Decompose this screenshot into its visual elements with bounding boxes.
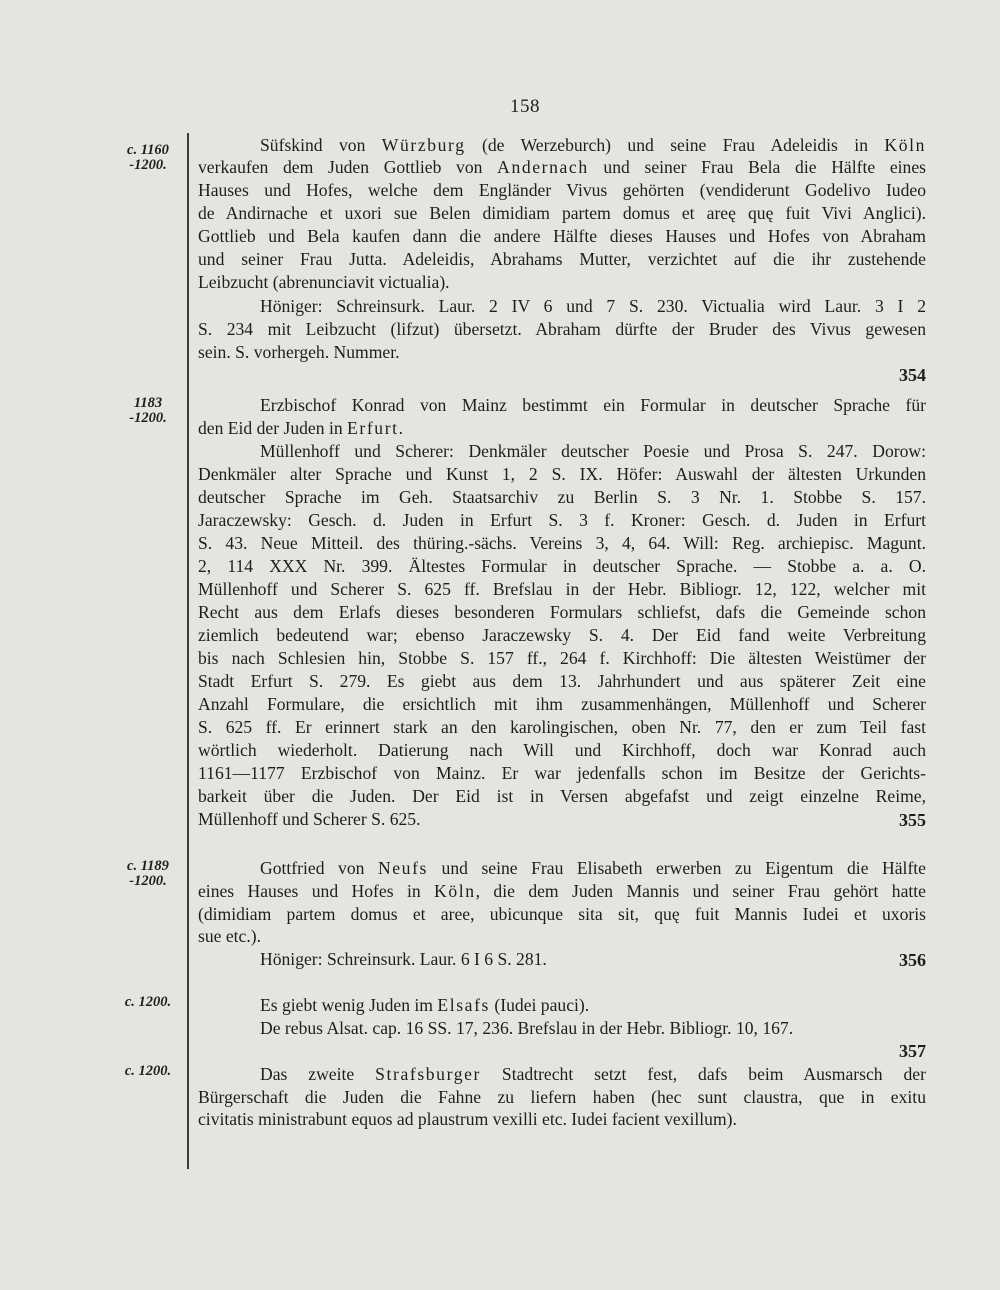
text-run: Stadt Erfurt S. 279. Es giebt aus dem 13. Jahrhundert und aus späterer Zeit eine <box>198 671 926 691</box>
margin-date-line: -1200. <box>129 873 167 889</box>
text-run: S. 625 ff. Er erinnert stark an den karolingischen, oben Nr. 77, den er zum Teil fast <box>198 717 926 737</box>
text-run: de Andirnache et uxori sue Belen dimidiam partem domus et areę quę fuit Vivi Anglici). <box>198 203 926 223</box>
margin-date-line: c. 1200. <box>124 1063 172 1079</box>
text-line <box>198 578 926 600</box>
text-run: Hauses und Hofes, welche dem Engländer Vivus gehörten (vendiderunt Godelivo Iudeo <box>198 180 926 200</box>
text-line <box>198 417 926 439</box>
entry-number: 354 <box>899 365 926 385</box>
text-line <box>260 948 926 970</box>
text-run: Jaraczewsky: Gesch. d. Juden in Erfurt S. 3 f. Kroner: Gesch. d. Juden in Erfurt <box>198 510 926 530</box>
text-line <box>198 670 926 692</box>
text-line <box>198 762 926 784</box>
spaced-name: Andernach <box>497 157 589 177</box>
text-line <box>198 318 926 340</box>
margin-date <box>112 859 184 889</box>
text-run: und seiner Frau Bela die Hälfte eines <box>588 157 927 177</box>
entry-number: 356 <box>899 950 926 970</box>
text-line <box>198 624 926 646</box>
text-run: sein. S. vorhergeh. Nummer. <box>198 342 400 362</box>
spaced-name: Neufs <box>377 858 428 878</box>
text-line <box>198 1108 926 1130</box>
text-line <box>260 134 926 156</box>
text-run: S. 234 mit Leibzucht (lifzut) übersetzt. Abraham dürfte der Bruder des Vivus gewesen <box>198 319 926 339</box>
spaced-name: Elsafs <box>437 995 490 1015</box>
text-run: De rebus Alsat. cap. 16 SS. 17, 236. Brefslau in der Hebr. Bibliogr. 10, 167. <box>260 1018 794 1038</box>
text-run: ziemlich bedeutend war; ebenso Jaraczewsky S. 4. Der Eid fand weite Verbreitung <box>198 625 926 645</box>
text-run: und seine Frau Elisabeth erwerben zu Eigentum die Hälfte <box>428 858 926 878</box>
text-run: Das zweite <box>260 1064 376 1084</box>
margin-date <box>112 143 184 173</box>
text-line <box>198 647 926 669</box>
text-line <box>260 857 926 879</box>
text-line <box>198 248 926 270</box>
text-line <box>260 1063 926 1085</box>
text-run: den Eid der Juden in <box>198 418 348 438</box>
text-run: Süfskind von <box>260 135 382 155</box>
text-run: sue etc.). <box>198 926 262 946</box>
text-run: 2, 114 XXX Nr. 399. Ältestes Formular in deutscher Sprache. — Stobbe a. a. O. <box>198 556 926 576</box>
text-line <box>198 341 926 363</box>
text-line <box>198 179 926 201</box>
text-run: Müllenhoff und Scherer S. 625 ff. Brefslau in der Hebr. Bibliogr. 12, 122, welcher mit <box>198 579 926 599</box>
text-run: . <box>398 418 404 438</box>
margin-date-line: c. 1200. <box>124 994 172 1010</box>
text-run: barkeit über die Juden. Der Eid ist in Versen abgefafst und zeigt einzelne Reime, <box>198 786 926 806</box>
text-line <box>198 601 926 623</box>
text-line <box>198 202 926 224</box>
text-run: (de Werzeburch) und seine Frau Adeleidis in <box>465 135 885 155</box>
text-run: Stadtrecht setzt fest, dafs beim Ausmarsch der <box>480 1064 926 1084</box>
text-line <box>260 440 926 462</box>
text-run: eines Hauses und Hofes in <box>198 881 435 901</box>
text-line <box>198 903 926 925</box>
spaced-name: Erfurt <box>347 418 399 438</box>
text-run: Erzbischof Konrad von Mainz bestimmt ein Formular in deutscher Sprache für <box>260 395 926 415</box>
text-run: (Iudei pauci). <box>490 995 590 1015</box>
text-line <box>260 394 926 416</box>
text-line <box>198 716 926 738</box>
text-run: Müllenhoff und Scherer S. 625. <box>198 809 421 829</box>
text-run: Recht aus dem Erlafs dieses besonderen Formulars schliefst, dafs die Gemeinde schon <box>198 602 926 622</box>
margin-date-line: -1200. <box>129 157 167 173</box>
text-run: bis nach Schlesien hin, Stobbe S. 157 ff., 264 f. Kirchhoff: Die ältesten Weistümer der <box>198 648 926 668</box>
text-line <box>198 463 926 485</box>
spaced-name: Köln <box>434 881 476 901</box>
text-run: Höniger: Schreinsurk. Laur. 6 I 6 S. 281. <box>260 949 547 969</box>
text-run: und seiner Frau Jutta. Adeleidis, Abrahams Mutter, verzichtet auf die ihr zustehende <box>198 249 926 269</box>
text-run: Gottlieb und Bela kaufen dann die andere Hälfte dieses Hauses und Hofes von Abraham <box>198 226 926 246</box>
text-run: , die dem Juden Mannis und seiner Frau gehört hatte <box>475 881 926 901</box>
page-number: 158 <box>510 96 540 117</box>
text-run: Denkmäler alter Sprache und Kunst 1, 2 S. IX. Höfer: Auswahl der ältesten Urkunden <box>198 464 926 484</box>
entry-number: 357 <box>899 1041 926 1061</box>
spaced-name: Köln <box>884 135 926 155</box>
margin-rule <box>187 133 189 1169</box>
text-run: wörtlich wiederholt. Datierung nach Will und Kirchhoff, doch war Konrad auch <box>198 740 926 760</box>
text-line <box>260 1017 926 1039</box>
text-run: Gottfried von <box>260 858 378 878</box>
text-run: Bürgerschaft die Juden die Fahne zu liefern haben (hec sunt claustra, que in exitu <box>198 1087 926 1107</box>
text-line <box>198 509 926 531</box>
margin-date-line: c. 1189 <box>127 858 169 874</box>
text-line <box>198 156 926 178</box>
text-line <box>198 693 926 715</box>
text-line <box>198 225 926 247</box>
text-run: Höniger: Schreinsurk. Laur. 2 IV 6 und 7 S. 230. Victualia wird Laur. 3 I 2 <box>260 296 926 316</box>
text-line <box>198 808 926 830</box>
text-line <box>198 532 926 554</box>
text-line <box>198 486 926 508</box>
spaced-name: Würzburg <box>381 135 466 155</box>
margin-date-line: 1183 <box>133 395 163 411</box>
text-line <box>198 1086 926 1108</box>
text-line <box>198 739 926 761</box>
text-run: Müllenhoff und Scherer: Denkmäler deutscher Poesie und Prosa S. 247. Dorow: <box>260 441 926 461</box>
margin-date-line: c. 1160 <box>127 142 169 158</box>
text-line <box>260 994 926 1016</box>
text-run: 1161—1177 Erzbischof von Mainz. Er war jedenfalls schon im Besitze der Gerichts- <box>198 763 926 783</box>
margin-date <box>112 1064 184 1079</box>
text-line <box>198 785 926 807</box>
margin-date <box>112 396 184 426</box>
text-run: S. 43. Neue Mitteil. des thüring.-sächs. Vereins 3, 4, 64. Will: Reg. archiepisc. Magunt. <box>198 533 926 553</box>
text-line <box>198 555 926 577</box>
text-line <box>260 295 926 317</box>
text-run: verkaufen dem Juden Gottlieb von <box>198 157 498 177</box>
text-run: deutscher Sprache im Geh. Staatsarchiv zu Berlin S. 3 Nr. 1. Stobbe S. 157. <box>198 487 926 507</box>
margin-date <box>112 995 184 1010</box>
spaced-name: Strafsburger <box>375 1064 481 1084</box>
text-run: Leibzucht (abrenunciavit victualia). <box>198 272 450 292</box>
text-run: Anzahl Formulare, die ersichtlich mit ihm zusammenhängen, Müllenhoff und Scherer <box>198 694 926 714</box>
entry-number: 355 <box>899 810 926 830</box>
margin-date-line: -1200. <box>129 410 167 426</box>
text-line <box>198 271 926 293</box>
text-line <box>198 880 926 902</box>
text-run: (dimidiam partem domus et aree, ubicunque sita sit, quę fuit Mannis Iudei et uxoris <box>198 904 926 924</box>
text-line <box>198 925 926 947</box>
text-run: Es giebt wenig Juden im <box>260 995 438 1015</box>
text-run: civitatis ministrabunt equos ad plaustrum vexilli etc. Iudei facient vexillum). <box>198 1109 737 1129</box>
